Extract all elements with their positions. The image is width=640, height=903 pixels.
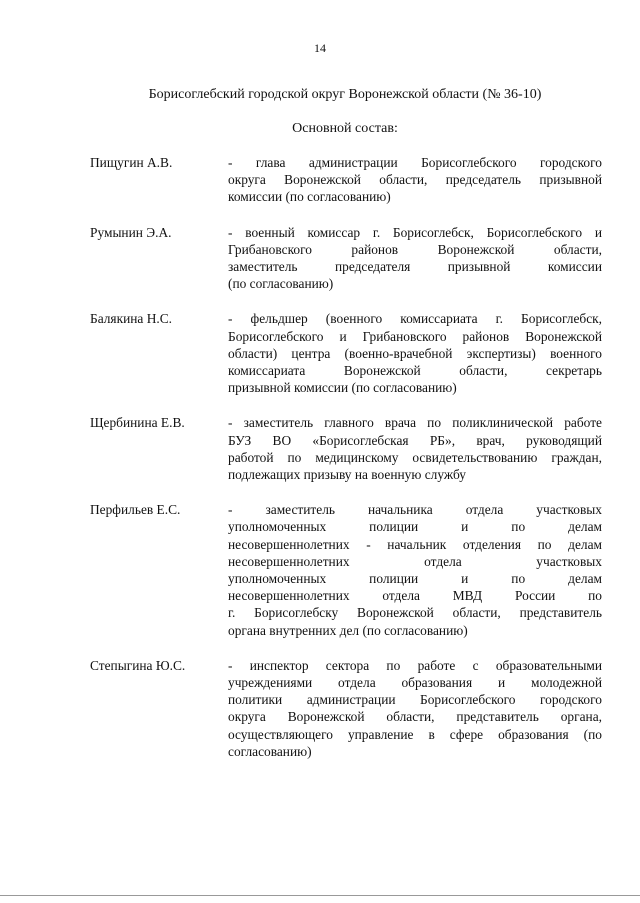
role-line: подлежащих призыву на военную службу bbox=[228, 467, 466, 483]
role-line: заместитель председателя призывной комиссии bbox=[228, 259, 602, 275]
page-number: 14 bbox=[314, 41, 326, 55]
role-line: несовершеннолетних отдела участковых bbox=[228, 553, 602, 569]
member-entry bbox=[0, 501, 640, 639]
member-entry bbox=[0, 224, 640, 293]
member-role bbox=[228, 310, 602, 396]
document-title: Борисоглебский городской округ Воронежской области (№ 36-10) bbox=[148, 87, 542, 102]
role-line: г. Борисоглебску Воронежской области, представитель bbox=[228, 605, 602, 621]
role-line: - глава администрации Борисоглебского городского bbox=[228, 155, 602, 170]
role-line: работой по медицинскому освидетельствованию граждан, bbox=[228, 449, 602, 465]
member-name: Пищугин А.В. bbox=[90, 155, 173, 170]
member-entry bbox=[0, 414, 640, 483]
member-role bbox=[228, 224, 602, 293]
member-entry bbox=[0, 657, 640, 760]
role-line: - заместитель главного врача по поликлинической работе bbox=[228, 415, 602, 431]
member-name: Румынин Э.А. bbox=[90, 224, 172, 240]
role-line: - военный комиссар г. Борисоглебск, Борисоглебского и bbox=[228, 224, 602, 240]
role-line: призывной комиссии (по согласованию) bbox=[228, 380, 457, 396]
member-name: Щербинина Е.В. bbox=[90, 415, 185, 431]
member-name: Перфильев Е.С. bbox=[90, 502, 181, 518]
role-line: округа Воронежской области, председатель призывной bbox=[228, 172, 602, 188]
member-role bbox=[228, 414, 602, 483]
member-role bbox=[228, 154, 602, 206]
members-list bbox=[0, 154, 640, 778]
role-line: уполномоченных полиции и по делам bbox=[228, 519, 602, 535]
role-line: области) центра (военно-врачебной экспертизы) военного bbox=[228, 345, 602, 361]
role-line: - заместитель начальника отдела участковых bbox=[228, 502, 602, 518]
role-line: комиссариата Воронежской области, секретарь bbox=[228, 363, 602, 379]
role-line: (по согласованию) bbox=[228, 276, 334, 292]
role-line: Грибановского районов Воронежской области, bbox=[228, 241, 602, 257]
role-line: округа Воронежской области, представитель органа, bbox=[228, 709, 602, 725]
role-line: уполномоченных полиции и по делам bbox=[228, 571, 602, 587]
member-entry bbox=[0, 154, 640, 206]
member-entry bbox=[0, 310, 640, 396]
member-role bbox=[228, 501, 602, 639]
member-name: Балякина Н.С. bbox=[90, 311, 173, 327]
role-line: Борисоглебского и Грибановского районов Воронежской bbox=[228, 328, 602, 344]
role-line: несовершеннолетних отдела МВД России по bbox=[228, 588, 602, 604]
role-line: несовершеннолетних - начальник отделения по делам bbox=[228, 536, 602, 552]
role-line: органа внутренних дел (по согласованию) bbox=[228, 622, 468, 638]
role-line: учреждениями отдела образования и молодежной bbox=[228, 675, 602, 691]
role-line: осуществляющего управление в сфере образования (по bbox=[228, 726, 602, 742]
member-name: Степыгина Ю.С. bbox=[90, 657, 186, 673]
role-line: согласованию) bbox=[228, 743, 312, 759]
section-subtitle: Основной состав: bbox=[292, 121, 398, 136]
role-line: комиссии (по согласованию) bbox=[228, 189, 391, 205]
role-line: БУЗ ВО «Борисоглебская РБ», врач, руководящий bbox=[228, 432, 602, 448]
role-line: - инспектор сектора по работе с образовательными bbox=[228, 657, 602, 673]
role-line: политики администрации Борисоглебского городского bbox=[228, 692, 602, 708]
member-role bbox=[228, 657, 602, 760]
role-line: - фельдшер (военного комиссариата г. Борисоглебск, bbox=[228, 311, 602, 327]
bottom-rule bbox=[0, 895, 640, 896]
